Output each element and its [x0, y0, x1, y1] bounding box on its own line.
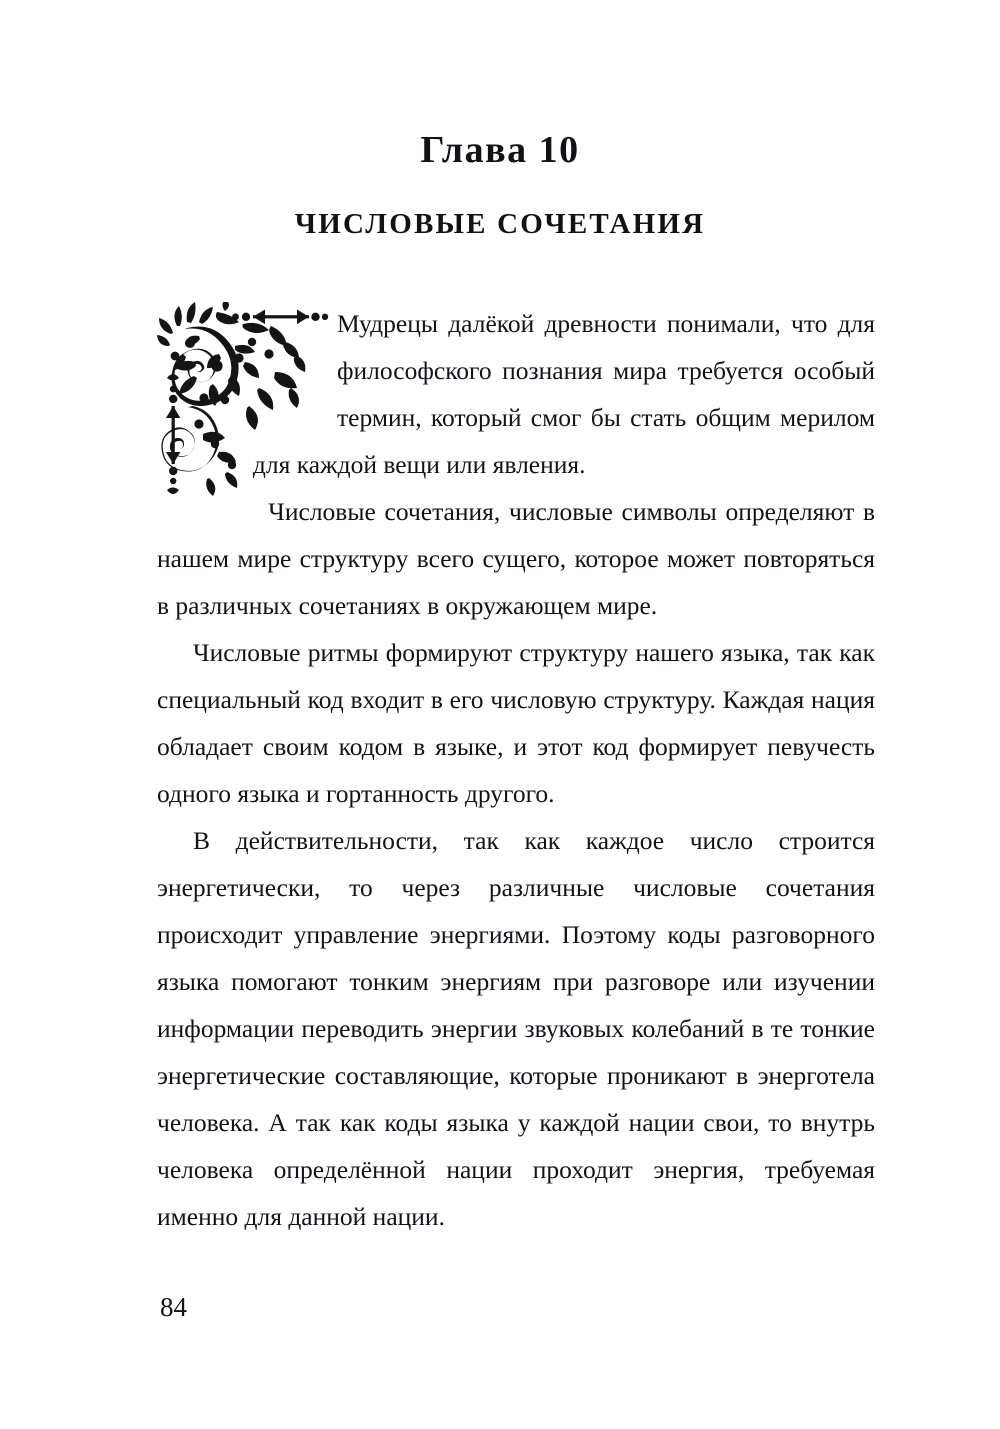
- paragraph-2: [157, 488, 875, 629]
- page-number: 84: [160, 1292, 187, 1322]
- body-text-block: [157, 300, 875, 1240]
- paragraph-text: Мудрецы далёкой древности понимали, что для философского познания мира требуется особый термин, который смог бы стать общим мерилом для каждой вещи или явления.: [252, 309, 875, 479]
- paragraph-4: [157, 817, 875, 1240]
- page-title: Глава 10: [420, 129, 580, 171]
- paragraph-text: В действительности, так как каждое число строится энергетически, то через различные числовые сочетания происходит управление энергиями. Поэтому коды разговорного языка помогают тонким энергиям при разговоре или изучении информации переводить энергии звуковых колебаний в те тонкие энергетические составляющие, которые проникают в энерготела человека. А так как коды языка у каждой нации свои, то внутрь человека определённой нации проходит энергия, требуемая именно для данной нации.: [157, 826, 875, 1231]
- paragraph-text: Числовые ритмы формируют структуру нашего языка, так как специальный код входит в его числовую структуру. Каждая нация обладает своим кодом в языке, и этот код формирует певучесть одного языка и гортанность другого.: [157, 638, 875, 808]
- paragraph-1: [157, 300, 875, 488]
- paragraph-text: Числовые сочетания, числовые символы определяют в нашем мире структуру всего сущего, которое может повторяться в различных сочетаниях в окружающем мире.: [157, 497, 875, 620]
- chapter-subtitle: ЧИСЛОВЫЕ СОЧЕТАНИЯ: [294, 208, 706, 240]
- paragraph-3: [157, 629, 875, 817]
